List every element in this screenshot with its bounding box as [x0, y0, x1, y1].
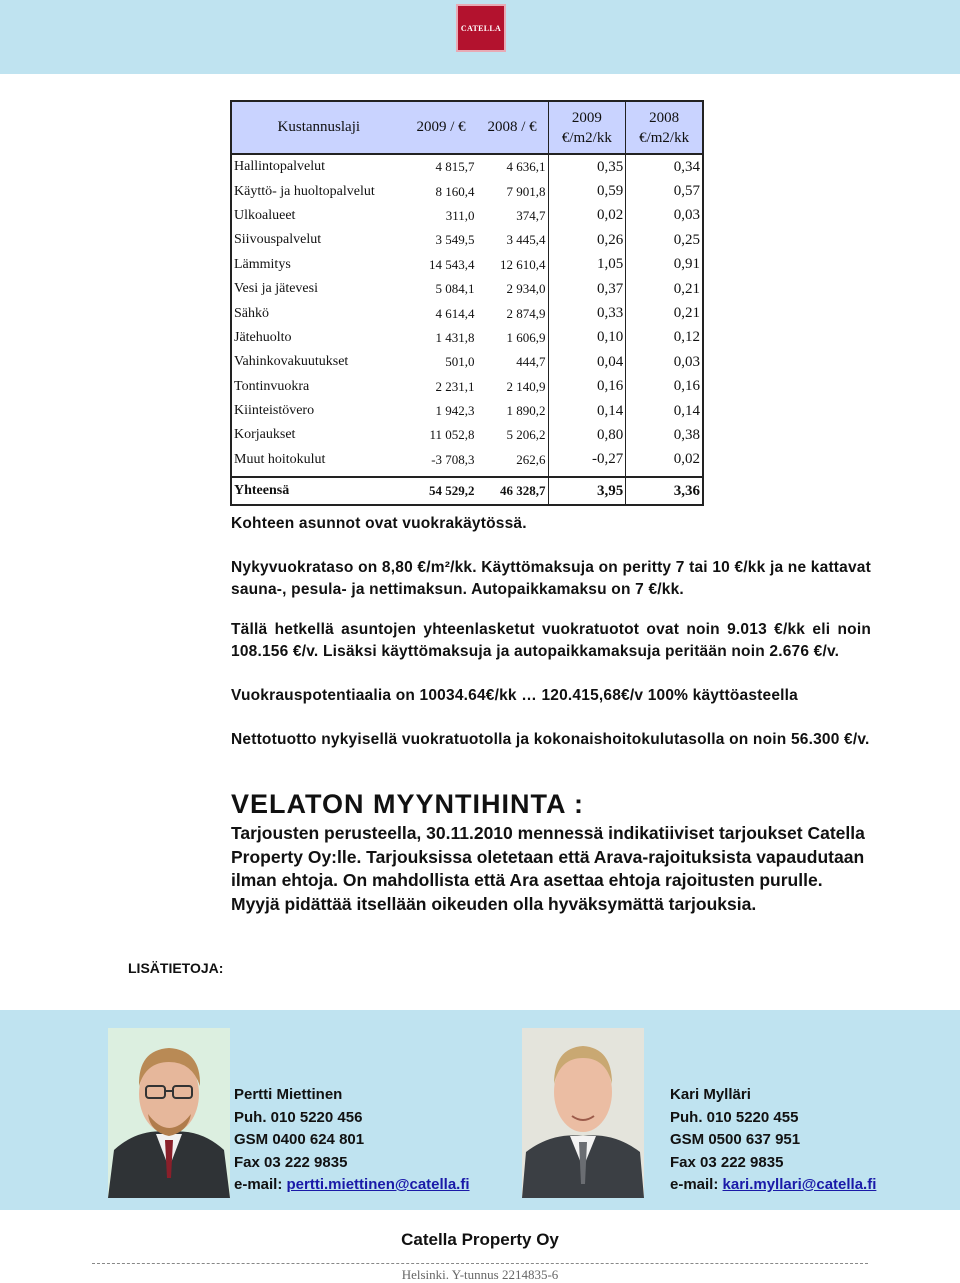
table-total-row: [231, 477, 703, 505]
cost-2008-cell: 7 901,8: [477, 179, 548, 203]
email-label: e-mail:: [234, 1176, 287, 1193]
cost-2009-cell: 1 942,3: [435, 403, 475, 419]
header-2009-m2: 2009 €/m2/kk: [548, 101, 626, 154]
cost-2008-cell: 2 874,9: [477, 301, 548, 325]
table-row: [231, 375, 703, 399]
cost-type-cell: Yhteensä: [231, 477, 406, 505]
cost-m2-2009-cell: 0,80: [548, 423, 626, 447]
cost-m2-2008-cell: 0,25: [626, 228, 703, 252]
cost-type-cell: Käyttö- ja huoltopalvelut: [231, 179, 406, 203]
cost-m2-2009-cell: 0,35: [548, 154, 626, 179]
cost-2009-cell: 4 614,4: [435, 305, 475, 321]
cost-2009-cell: 54 529,2: [406, 477, 477, 505]
cost-2008-cell: 2 934,0: [477, 277, 548, 301]
cost-m2-2009-cell: 0,59: [548, 179, 626, 203]
table-row: [231, 326, 703, 350]
cost-2008-cell: 1 890,2: [477, 399, 548, 423]
table-row: [231, 448, 703, 477]
cost-2009-cell: 11 052,8: [429, 427, 475, 443]
cost-m2-2008-cell: 0,03: [626, 350, 703, 374]
header-2009-eur: 2009 / €: [406, 101, 477, 154]
rent-level-text: Nykyvuokrataso on 8,80 €/m²/kk. Käyttömaksuja on peritty 7 tai 10 €/kk ja ne kattavat sauna-, pesula- ja nettimaksun. Autopaikkamaksu on 7 €/kk.: [231, 559, 871, 598]
cost-2008-cell: 262,6: [477, 448, 548, 477]
cost-2009-cell: 5 084,1: [435, 281, 475, 297]
table-row: [231, 204, 703, 228]
contact-gsm: GSM 0400 624 801: [234, 1131, 365, 1148]
cost-type-cell: Tontinvuokra: [231, 375, 406, 399]
header-2008-m2: 2008 €/m2/kk: [626, 101, 703, 154]
table-row: [231, 399, 703, 423]
table-row: [231, 350, 703, 374]
cost-2008-cell: 2 140,9: [477, 375, 548, 399]
table-row: [231, 154, 703, 179]
cost-m2-2009-cell: 0,02: [548, 204, 626, 228]
cost-m2-2009-cell: 0,37: [548, 277, 626, 301]
contact-name: Kari Mylläri: [670, 1086, 751, 1103]
email-label: e-mail:: [670, 1176, 723, 1193]
table-row: [231, 179, 703, 203]
cost-m2-2009-cell: 0,14: [548, 399, 626, 423]
contact-phone: Puh. 010 5220 455: [670, 1108, 799, 1126]
cost-type-cell: Ulkoalueet: [231, 204, 406, 228]
cost-m2-2008-cell: 0,21: [626, 301, 703, 325]
sale-price-heading: VELATON MYYNTIHINTA :: [231, 789, 584, 819]
header-kustannuslaji: Kustannuslaji: [231, 101, 406, 154]
cost-m2-2008-cell: 0,91: [626, 253, 703, 277]
table-header-row: [231, 101, 703, 154]
table-row: [231, 277, 703, 301]
rental-income-text: Tällä hetkellä asuntojen yhteenlasketut vuokratuotot ovat noin 9.013 €/kk eli noin 108.156 €/v. Lisäksi käyttömaksuja ja autopaikkamaksuja peritään noin 2.676 €/v.: [231, 621, 871, 660]
cost-2009-cell: 1 431,8: [435, 329, 475, 345]
cost-m2-2008-cell: 0,03: [626, 204, 703, 228]
cost-type-cell: Korjaukset: [231, 423, 406, 447]
cost-m2-2008-cell: 0,16: [626, 375, 703, 399]
email-link[interactable]: pertti.miettinen@catella.fi: [286, 1176, 470, 1193]
cost-m2-2009-cell: 0,26: [548, 228, 626, 252]
contact-fax: Fax 03 222 9835: [234, 1153, 348, 1171]
cost-m2-2008-cell: 0,34: [626, 154, 703, 179]
cost-type-cell: Kiinteistövero: [231, 399, 406, 423]
cost-m2-2009-cell: 0,33: [548, 301, 626, 325]
cost-type-cell: Muut hoitokulut: [231, 448, 406, 477]
contact-photo-1: [108, 1028, 230, 1198]
cost-m2-2008-cell: 0,12: [626, 326, 703, 350]
cost-m2-2009-cell: 0,10: [548, 326, 626, 350]
more-info-label: LISÄTIETOJA:: [128, 960, 224, 976]
cost-m2-2008-cell: 0,14: [626, 399, 703, 423]
email-link[interactable]: kari.myllari@catella.fi: [722, 1176, 877, 1193]
cost-table: [230, 100, 704, 506]
cost-m2-2008-cell: 0,38: [626, 423, 703, 447]
cost-2008-cell: 3 445,4: [477, 228, 548, 252]
cost-2008-cell: 4 636,1: [477, 154, 548, 179]
cost-2009-cell: 311,0: [445, 207, 475, 223]
contact-phone: Puh. 010 5220 456: [234, 1108, 363, 1126]
cost-2009-cell: 4 815,7: [435, 159, 475, 175]
contact-gsm: GSM 0500 637 951: [670, 1131, 801, 1148]
contact-fax: Fax 03 222 9835: [670, 1153, 784, 1171]
footer-divider: [92, 1263, 868, 1264]
cost-type-cell: Siivouspalvelut: [231, 228, 406, 252]
catella-logo: [456, 4, 506, 52]
cost-2009-cell: 501,0: [445, 354, 475, 370]
cost-m2-2009-cell: 1,05: [548, 253, 626, 277]
cost-m2-2009-cell: -0,27: [548, 448, 626, 477]
contact-email-row: [234, 1174, 470, 1197]
company-name: Catella Property Oy: [401, 1230, 559, 1249]
table-row: [231, 228, 703, 252]
net-yield-text: Nettotuotto nykyisellä vuokratuotolla ja kokonaishoitokulutasolla on noin 56.300 €/v.: [231, 731, 870, 748]
cost-m2-2009-cell: 0,04: [548, 350, 626, 374]
cost-m2-2008-cell: 0,21: [626, 277, 703, 301]
table-row: [231, 301, 703, 325]
cost-2009-cell: 2 231,1: [435, 378, 475, 394]
footer-text: Helsinki. Y-tunnus 2214835-6: [401, 1267, 559, 1282]
logo-text: CATELLA: [460, 23, 502, 33]
cost-type-cell: Hallintopalvelut: [231, 154, 406, 179]
cost-m2-2009-cell: 0,16: [548, 375, 626, 399]
cost-2008-cell: 12 610,4: [477, 253, 548, 277]
contact-name: Pertti Miettinen: [234, 1086, 343, 1103]
cost-2008-cell: 5 206,2: [477, 423, 548, 447]
cost-2009-cell: 8 160,4: [435, 183, 475, 199]
cost-m2-2008-cell: 3,36: [626, 477, 703, 505]
cost-2008-cell: 374,7: [477, 204, 548, 228]
cost-m2-2009-cell: 3,95: [548, 477, 626, 505]
cost-2008-cell: 46 328,7: [477, 477, 548, 505]
cost-2008-cell: 444,7: [477, 350, 548, 374]
cost-2009-cell: 14 543,4: [429, 256, 475, 272]
cost-type-cell: Sähkö: [231, 301, 406, 325]
header-2008-eur: 2008 / €: [477, 101, 548, 154]
table-row: [231, 423, 703, 447]
offer-text: Tarjousten perusteella, 30.11.2010 mennessä indikatiiviset tarjoukset Catella Property Oy:lle. Tarjouksissa oletetaan että Arava-rajoituksista vapaudutaan ilman ehtoja. On mahdollista että Ara asettaa ehtoja rajoitusten purulle. Myyjä pidättää itsellään oikeuden olla hyväksymättä tarjouksia.: [231, 823, 865, 914]
contact-card-2: [670, 1084, 876, 1197]
table-row: [231, 253, 703, 277]
cost-2009-cell: 3 549,5: [435, 232, 475, 248]
cost-2008-cell: 1 606,9: [477, 326, 548, 350]
cost-m2-2008-cell: 0,02: [626, 448, 703, 477]
cost-2009-cell: -3 708,3: [431, 451, 475, 467]
cost-type-cell: Vahinkovakuutukset: [231, 350, 406, 374]
cost-type-cell: Jätehuolto: [231, 326, 406, 350]
rental-use-text: Kohteen asunnot ovat vuokrakäytössä.: [231, 515, 527, 532]
cost-m2-2008-cell: 0,57: [626, 179, 703, 203]
cost-type-cell: Vesi ja jätevesi: [231, 277, 406, 301]
contact-card-1: [234, 1084, 470, 1197]
contact-photo-2: [522, 1028, 644, 1198]
rental-potential-text: Vuokrauspotentiaalia on 10034.64€/kk … 120.415,68€/v 100% käyttöasteella: [231, 687, 798, 704]
contact-email-row: [670, 1174, 876, 1197]
cost-type-cell: Lämmitys: [231, 253, 406, 277]
